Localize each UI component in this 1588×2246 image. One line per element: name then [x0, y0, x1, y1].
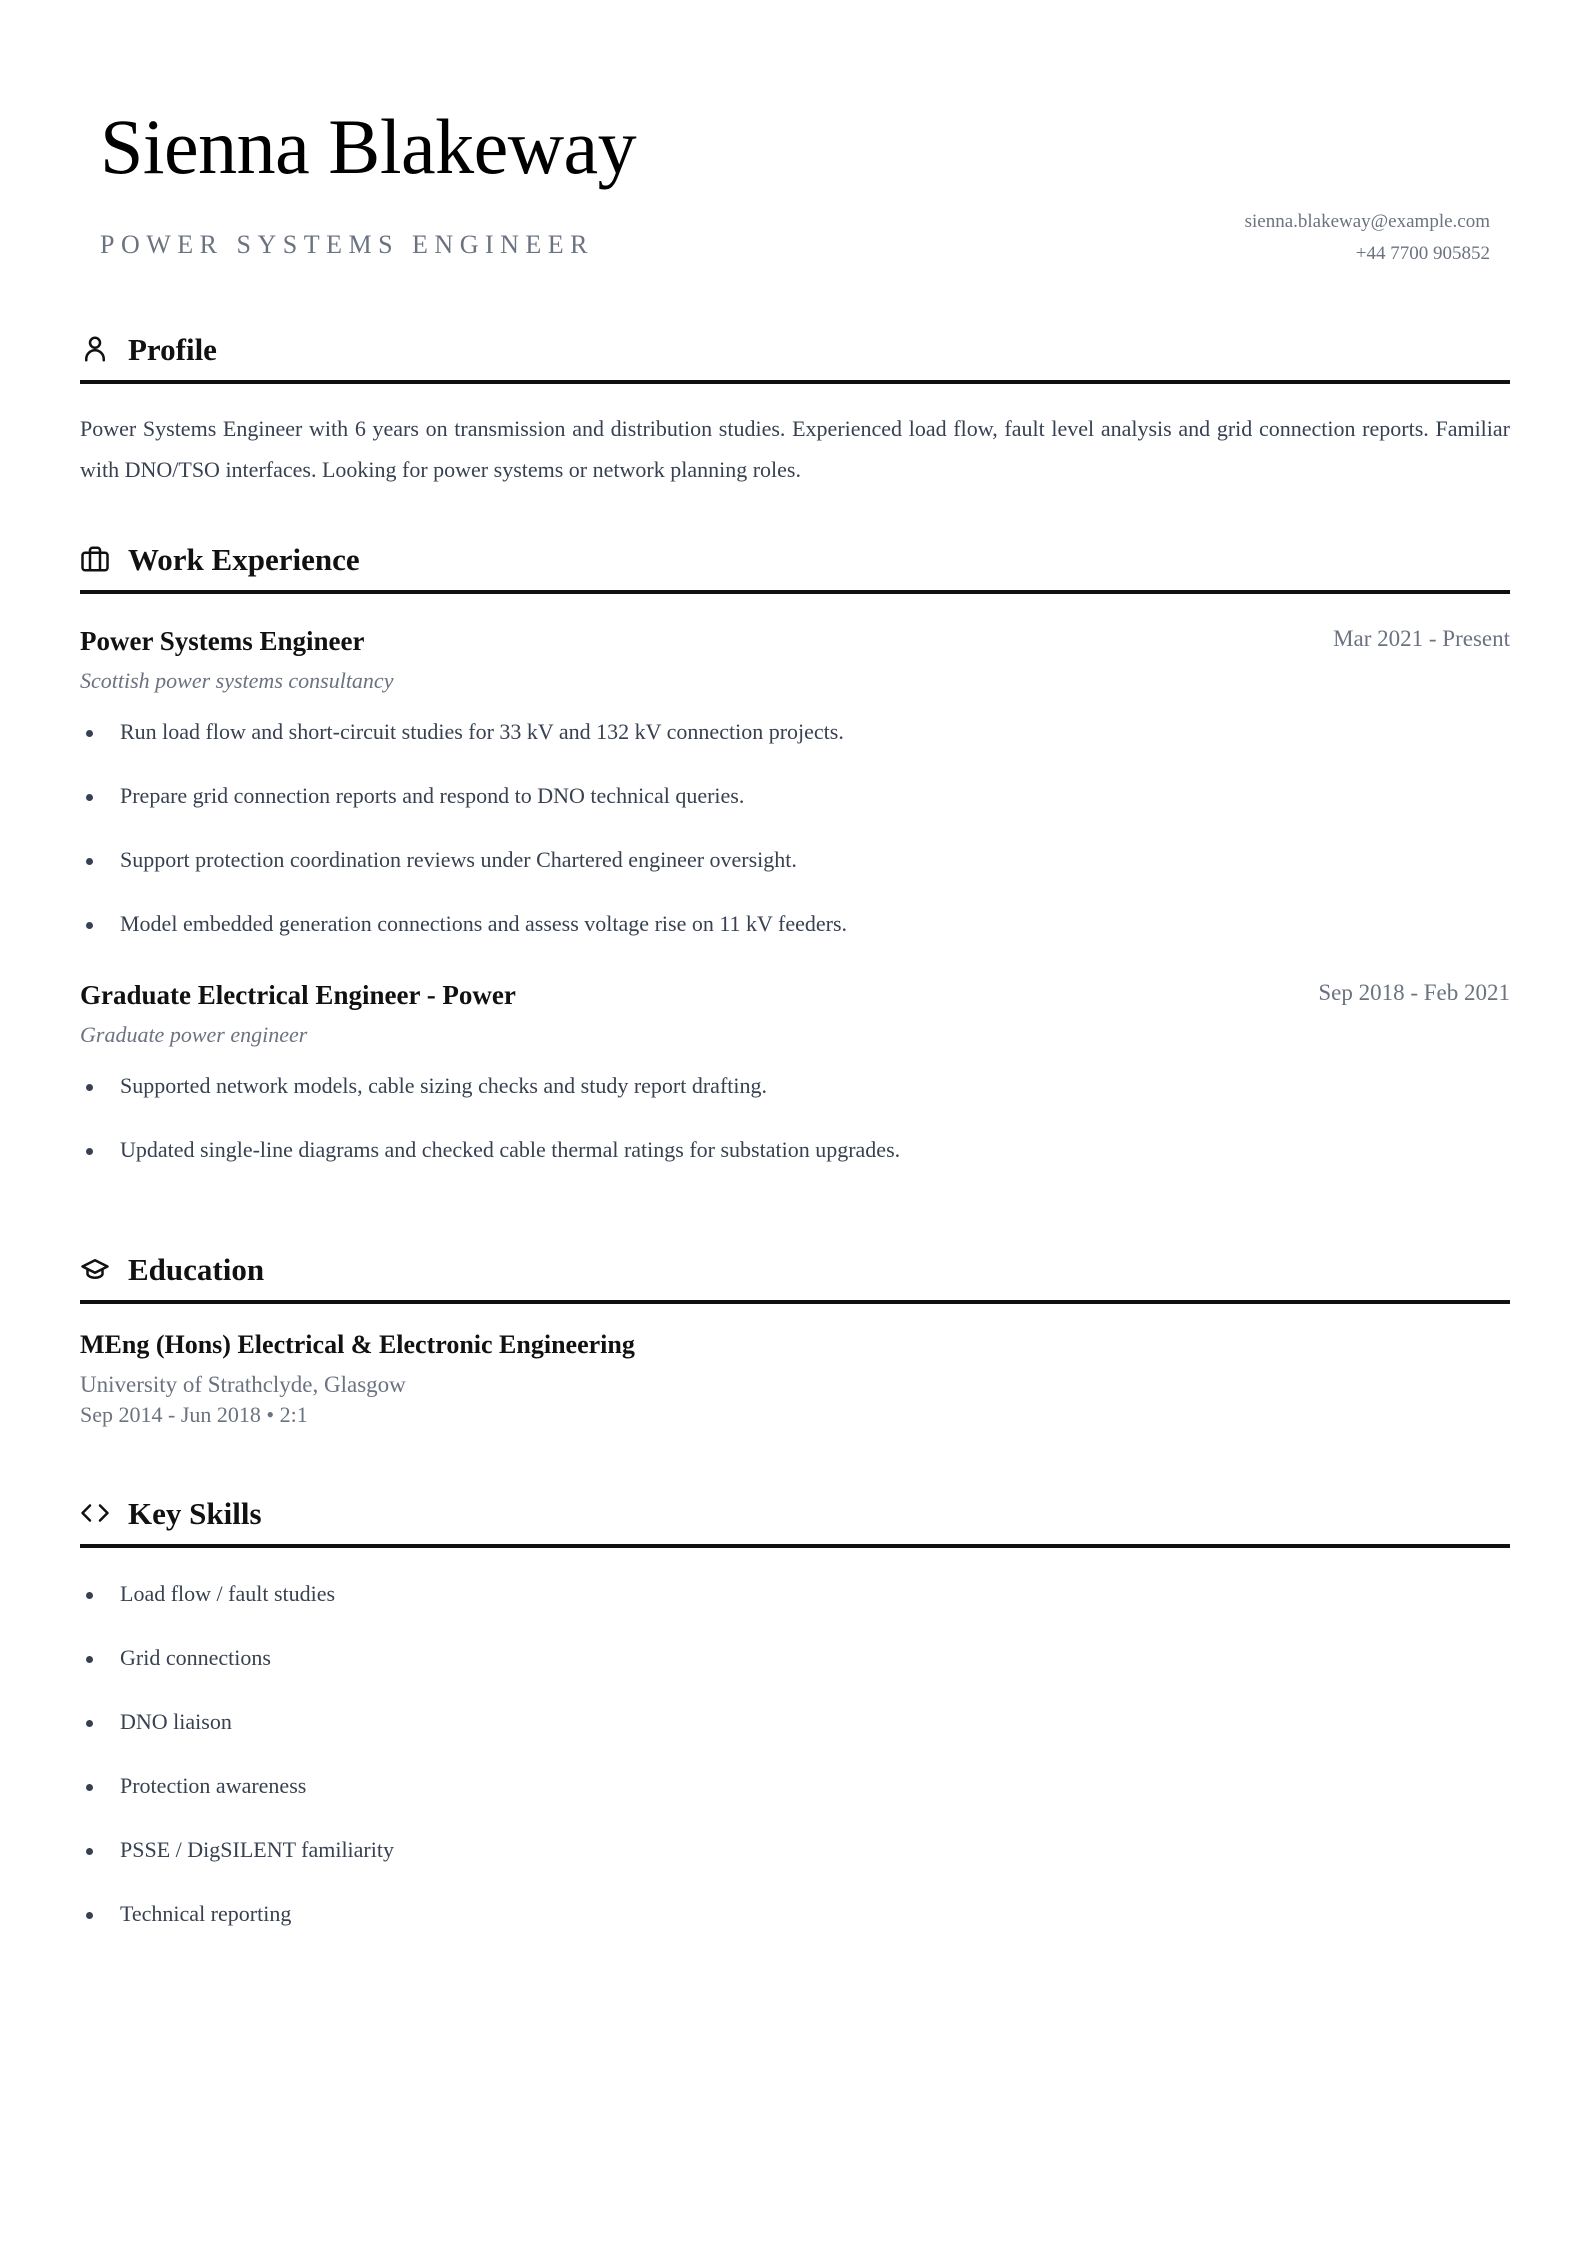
- profile-title: Profile: [128, 332, 217, 367]
- resume-page: [80, 0, 1510, 1926]
- job-bullet: Supported network models, cable sizing checks and study report drafting.: [80, 1070, 1510, 1102]
- job-bullet: Support protection coordination reviews under Chartered engineer oversight.: [80, 844, 1510, 876]
- job-bullet: Model embedded generation connections and assess voltage rise on 11 kV feeders.: [80, 908, 1510, 940]
- job-bullets: [80, 1070, 1510, 1166]
- profile-summary: Power Systems Engineer with 6 years on transmission and distribution studies. Experienced load flow, fault level analysis and grid connection reports. Familiar with DNO/TSO interfaces. Looking for power systems or network planning roles.: [80, 416, 1510, 482]
- profile-heading: [80, 326, 1510, 384]
- job-bullet: Updated single-line diagrams and checked cable thermal ratings for substation upgrades.: [80, 1134, 1510, 1166]
- education-heading: [80, 1246, 1510, 1304]
- experience-section: [80, 536, 1510, 1166]
- user-icon: [80, 334, 110, 364]
- skills-section: [80, 1490, 1510, 1930]
- job-entry: [80, 972, 1510, 1166]
- resume-header: [80, 0, 1510, 290]
- briefcase-icon: [80, 544, 110, 574]
- skill-item: Grid connections: [80, 1642, 1510, 1674]
- contact-phone: +44 7700 905852: [1355, 243, 1490, 264]
- candidate-name: Sienna Blakeway: [100, 103, 637, 190]
- skills-list: [80, 1578, 1510, 1930]
- education-degree: MEng (Hons) Electrical & Electronic Engineering: [80, 1330, 635, 1359]
- skills-heading: [80, 1490, 1510, 1548]
- job-company: Scottish power systems consultancy: [80, 668, 394, 693]
- job-bullet: Prepare grid connection reports and respond to DNO technical queries.: [80, 780, 1510, 812]
- experience-heading: [80, 536, 1510, 594]
- job-bullet: Run load flow and short-circuit studies for 33 kV and 132 kV connection projects.: [80, 716, 1510, 748]
- job-entry: [80, 618, 1510, 940]
- profile-section: [80, 326, 1510, 490]
- job-title: Graduate Electrical Engineer - Power: [80, 980, 516, 1010]
- skill-item: PSSE / DigSILENT familiarity: [80, 1834, 1510, 1866]
- skills-title: Key Skills: [128, 1496, 262, 1531]
- job-dates: Sep 2018 - Feb 2021: [1318, 980, 1510, 1005]
- graduation-cap-icon: [80, 1254, 110, 1284]
- education-meta: Sep 2014 - Jun 2018 • 2:1: [80, 1402, 308, 1427]
- job-header: [80, 972, 1510, 1016]
- job-title: Power Systems Engineer: [80, 626, 365, 656]
- skill-item: Technical reporting: [80, 1898, 1510, 1930]
- experience-title: Work Experience: [128, 542, 360, 577]
- job-header: [80, 618, 1510, 662]
- contact-block: [1245, 206, 1490, 270]
- candidate-title: POWER SYSTEMS ENGINEER: [100, 230, 595, 259]
- job-dates: Mar 2021 - Present: [1333, 626, 1510, 651]
- code-icon: [80, 1498, 110, 1528]
- education-section: [80, 1246, 1510, 1428]
- education-title: Education: [128, 1252, 265, 1287]
- skill-item: Load flow / fault studies: [80, 1578, 1510, 1610]
- job-bullets: [80, 716, 1510, 940]
- education-school: University of Strathclyde, Glasgow: [80, 1372, 406, 1397]
- education-entry: [80, 1330, 1510, 1428]
- skill-item: DNO liaison: [80, 1706, 1510, 1738]
- skill-item: Protection awareness: [80, 1770, 1510, 1802]
- job-company: Graduate power engineer: [80, 1022, 308, 1047]
- contact-email: sienna.blakeway@example.com: [1244, 211, 1490, 232]
